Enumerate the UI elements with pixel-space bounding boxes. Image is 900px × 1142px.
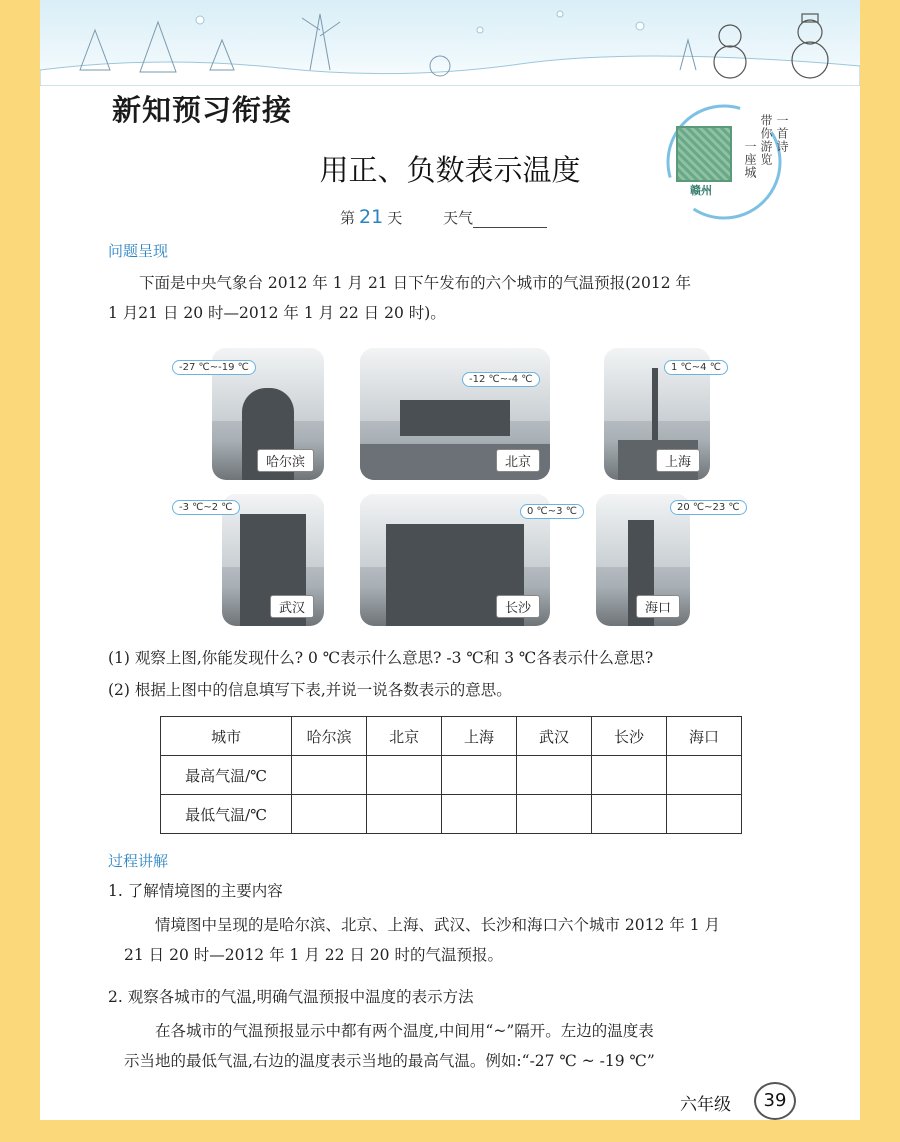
day-number: 21 — [359, 206, 384, 228]
winter-banner — [40, 0, 860, 86]
table-cell[interactable] — [292, 756, 367, 795]
temp-tag: 0 ℃~3 ℃ — [520, 504, 584, 519]
section-title: 新知预习衔接 — [112, 93, 293, 127]
qr-text-col3: 一座城 — [743, 140, 757, 179]
page-number: 39 — [754, 1082, 796, 1120]
table-header: 城市 — [161, 717, 292, 756]
table-cell[interactable] — [367, 756, 442, 795]
table-header: 北京 — [367, 717, 442, 756]
day-line — [340, 206, 547, 228]
qr-text-col2: 带你游览 — [759, 114, 773, 166]
table-cell[interactable] — [442, 756, 517, 795]
step2-line1: 在各城市的气温预报显示中都有两个温度,中间用“~”隔开。左边的温度表 — [155, 1022, 654, 1040]
problem-heading: 问题呈现 — [108, 242, 169, 260]
city-label: 海口 — [636, 595, 680, 618]
table-cell[interactable] — [442, 795, 517, 834]
winter-scene-illustration — [40, 0, 860, 86]
table-header: 上海 — [442, 717, 517, 756]
table-row — [161, 795, 742, 834]
table-cell[interactable] — [592, 795, 667, 834]
temp-tag: -27 ℃~-19 ℃ — [172, 360, 256, 375]
question-1: (1) 观察上图,你能发现什么? 0 ℃表示什么意思? -3 ℃和 3 ℃各表示什么意思? — [108, 649, 654, 667]
step2-line2: 示当地的最低气温,右边的温度表示当地的最高气温。例如:“-27 ℃ ~ -19 ℃” — [124, 1052, 655, 1070]
step2-title: 2. 观察各城市的气温,明确气温预报中温度的表示方法 — [108, 988, 474, 1006]
row-label: 最低气温/℃ — [161, 795, 292, 834]
city-label: 武汉 — [270, 595, 314, 618]
weather-blank[interactable] — [473, 213, 547, 228]
table-cell[interactable] — [592, 756, 667, 795]
city-label: 哈尔滨 — [257, 449, 314, 472]
table-header: 哈尔滨 — [292, 717, 367, 756]
row-label: 最高气温/℃ — [161, 756, 292, 795]
problem-intro-line1: 下面是中央气象台 2012 年 1 月 21 日下午发布的六个城市的气温预报(2012 年 — [139, 274, 692, 292]
table-header-row — [161, 717, 742, 756]
temp-tag: 1 ℃~4 ℃ — [664, 360, 728, 375]
city-label: 长沙 — [496, 595, 540, 618]
step1-line2: 21 日 20 时—2012 年 1 月 22 日 20 时的气温预报。 — [124, 946, 503, 964]
temp-tag: -3 ℃~2 ℃ — [172, 500, 240, 515]
qr-text-col1: 一首诗 — [775, 114, 789, 153]
city-label: 上海 — [656, 449, 700, 472]
temperature-table — [160, 716, 742, 834]
table-cell[interactable] — [666, 756, 741, 795]
temp-tag: -12 ℃~-4 ℃ — [462, 372, 540, 387]
step1-title: 1. 了解情境图的主要内容 — [108, 882, 283, 900]
qr-city-label: 赣州 — [690, 184, 712, 197]
city-photo-wuhan — [222, 494, 324, 626]
table-cell[interactable] — [517, 795, 592, 834]
temp-tag: 20 ℃~23 ℃ — [670, 500, 747, 515]
city-photo-beijing — [360, 348, 550, 480]
table-cell[interactable] — [666, 795, 741, 834]
day-suffix: 天 — [387, 209, 403, 227]
grade-label: 六年级 — [680, 1095, 731, 1115]
table-header: 海口 — [666, 717, 741, 756]
step1-line1: 情境图中呈现的是哈尔滨、北京、上海、武汉、长沙和海口六个城市 2012 年 1 月 — [155, 916, 721, 934]
lesson-title: 用正、负数表示温度 — [319, 153, 581, 187]
table-header: 长沙 — [592, 717, 667, 756]
table-header: 武汉 — [517, 717, 592, 756]
day-prefix: 第 — [340, 209, 356, 227]
weather-label: 天气 — [443, 209, 474, 227]
problem-intro-line2: 1 月21 日 20 时—2012 年 1 月 22 日 20 时)。 — [108, 304, 446, 322]
question-2: (2) 根据上图中的信息填写下表,并说一说各数表示的意思。 — [108, 681, 512, 699]
city-label: 北京 — [496, 449, 540, 472]
table-cell[interactable] — [517, 756, 592, 795]
table-cell[interactable] — [367, 795, 442, 834]
process-heading: 过程讲解 — [108, 852, 169, 870]
table-cell[interactable] — [292, 795, 367, 834]
table-row — [161, 756, 742, 795]
